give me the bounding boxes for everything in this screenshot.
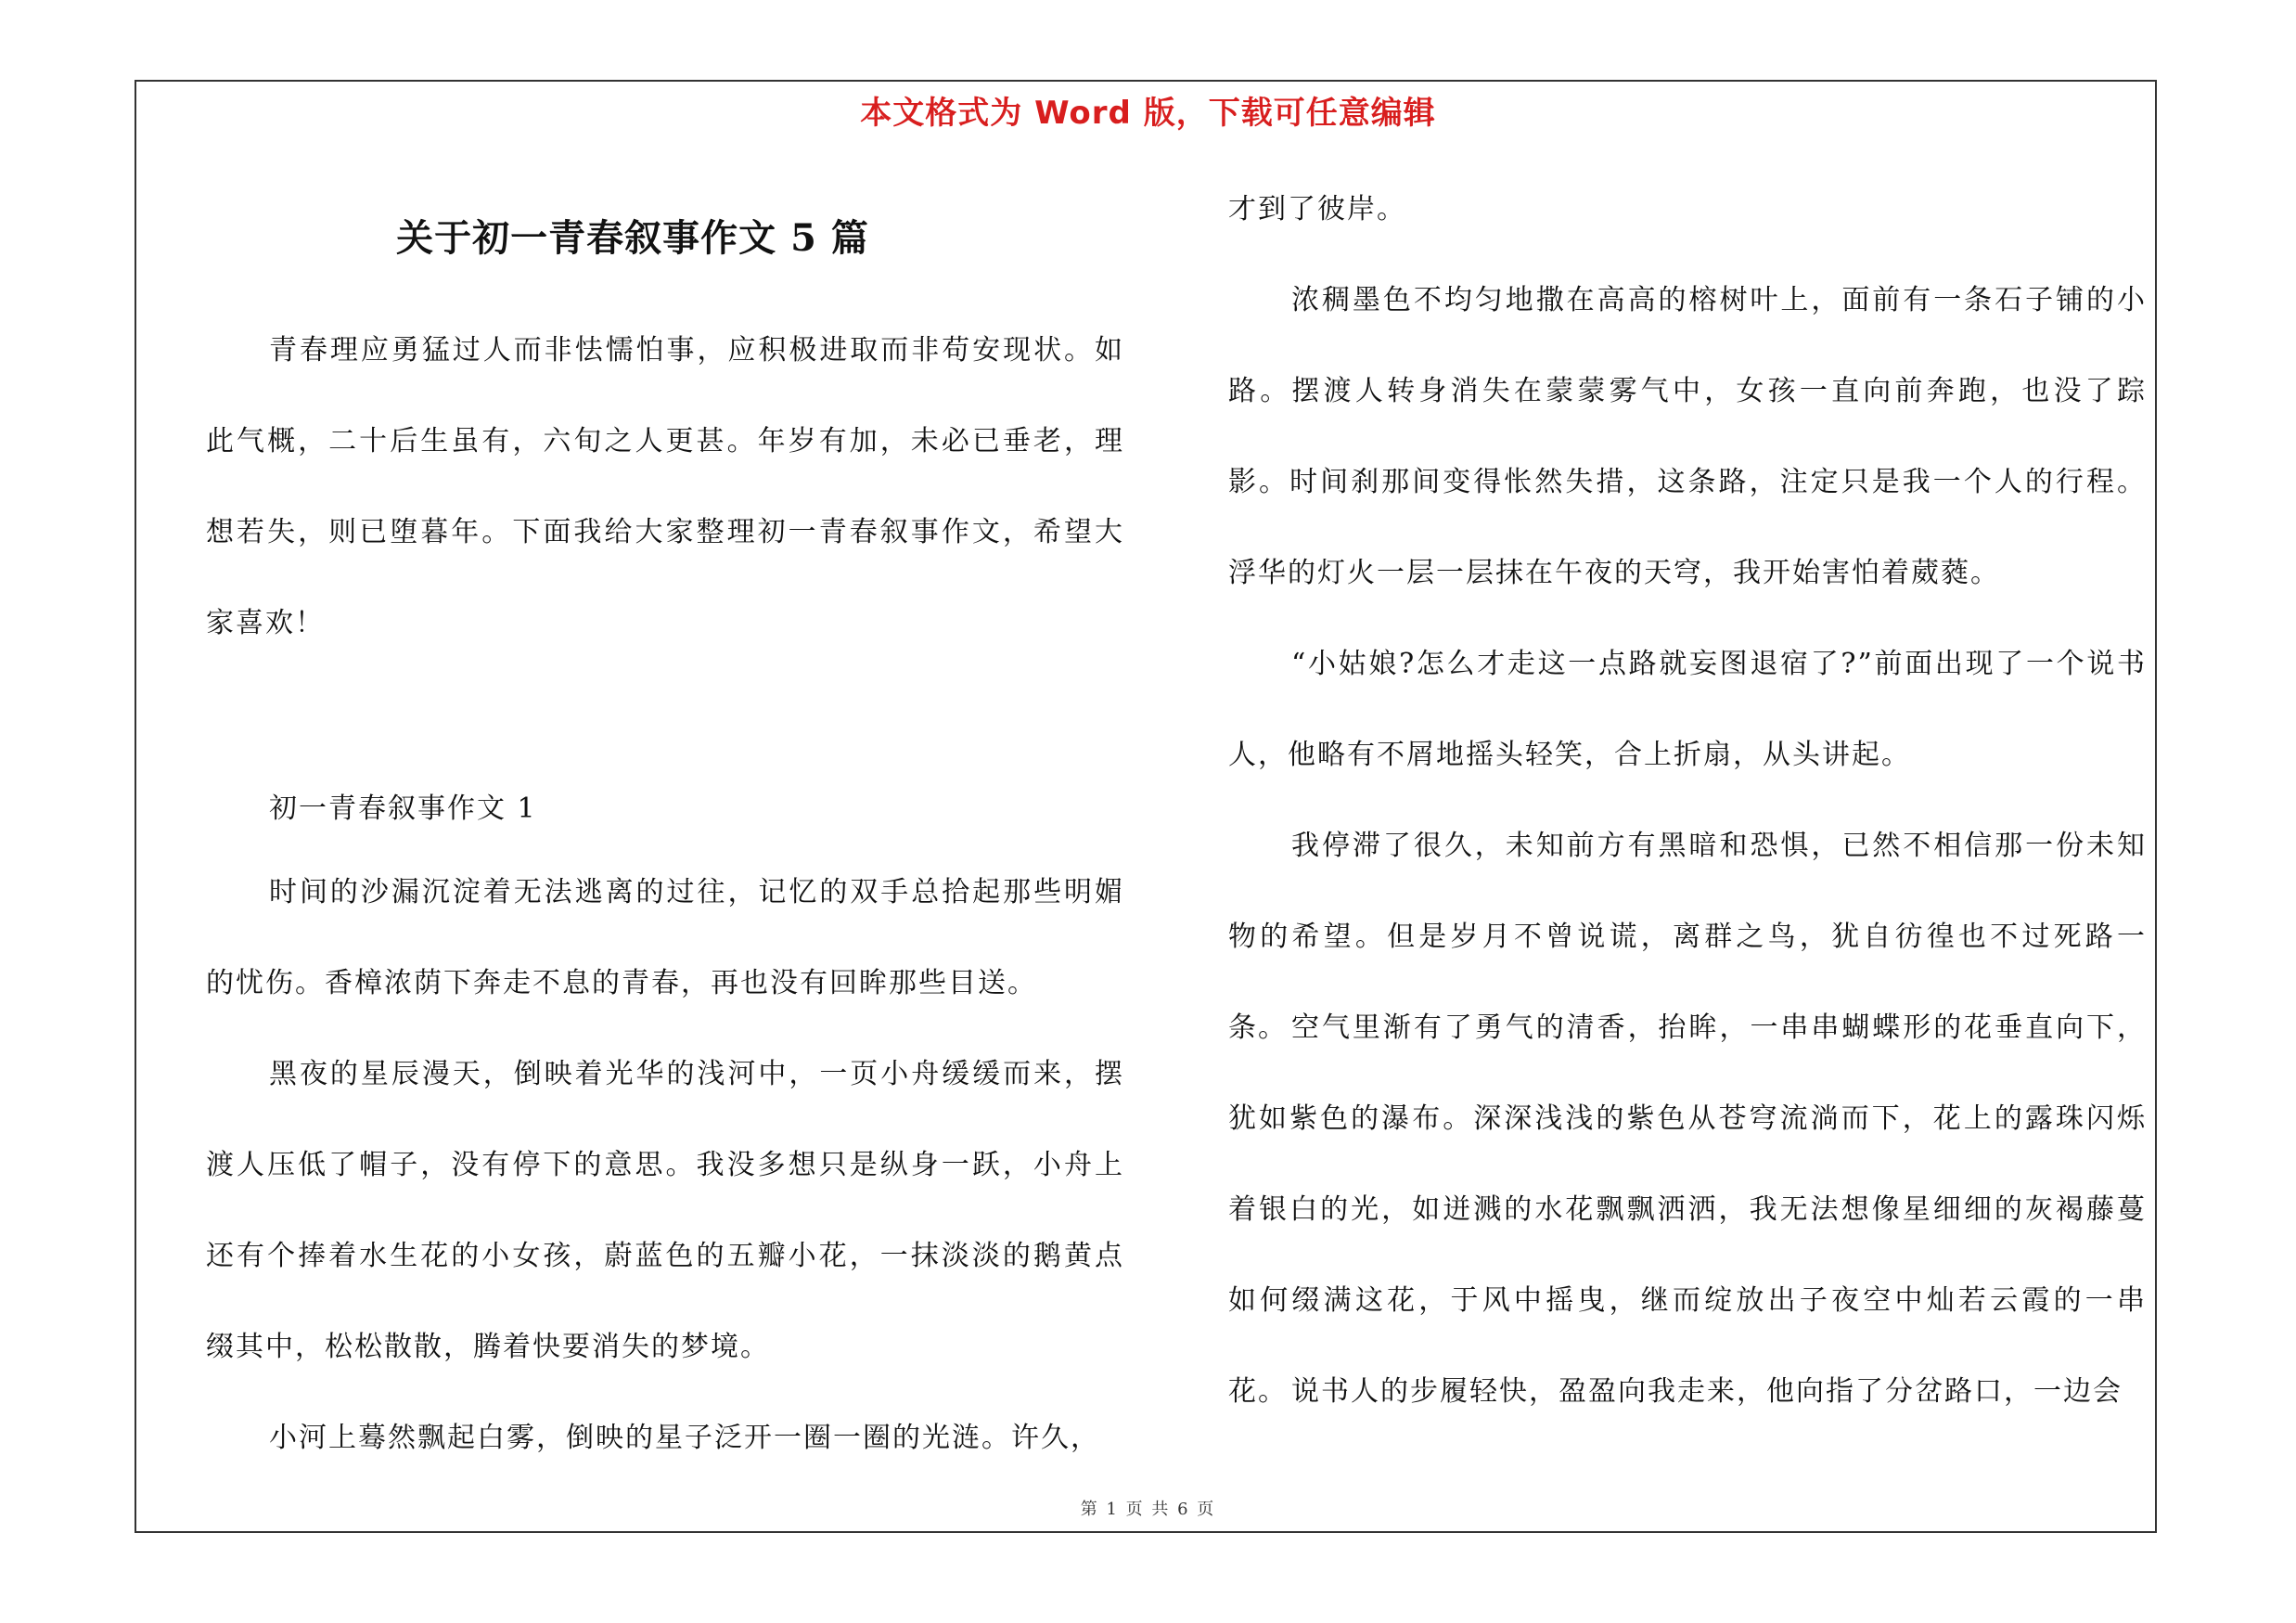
document-title: 关于初一青春叙事作文 5 篇 (396, 216, 869, 260)
body-paragraph: 小河上蓦然飘起白雾，倒映的星子泛开一圈一圈的光涟。许久， (269, 1422, 1100, 1454)
body-paragraph: 空气里渐有了勇气的清香，抬眸，一串串蝴蝶形的花垂直向下，犹如紫色的瀑布。深深浅浅的紫色从苍穹流淌而下，花上的露珠闪烁着银白的光，如迸溅的水花飘飘洒洒，我无法想像星细细的灰褐藤蔓如何缀满这花，于风中摇曳，继而绽放出子夜空中灿若云霞的一串花。 (1228, 1011, 2147, 1408)
body-paragraph: 浓稠墨色不均匀地撒在高高的榕树叶上，面前有一条石子铺的小路。摆渡人转身消失在蒙蒙雾气中，女孩一直向前奔跑，也没了踪影。时间刹那间变得怅然失措，这条路，注定只是我一个人的行程。浮华的灯火一层一层抹在午夜的天穹，我开始害怕着葳蕤。 (1228, 284, 2147, 589)
intro-paragraph: 青春理应勇猛过人而非怯懦怕事，应积极进取而非苟安现状。如此气概，二十后生虽有，六旬之人更甚。年岁有加，未必已垂老，理想若失，则已堕暮年。下面我给大家整理初一青春叙事作文，希望大家喜欢！ (206, 334, 1124, 639)
body-paragraph: 时间的沙漏沉淀着无法逃离的过往，记忆的双手总拾起那些明媚的忧伤。香樟浓荫下奔走不息的青春，再也没有回眸那些目送。 (206, 876, 1124, 999)
body-paragraph: 黑夜的星辰漫天，倒映着光华的浅河中，一页小舟缓缓而来，摆渡人压低了帽子，没有停下的意思。我没多想只是纵身一跃，小舟上还有个捧着水生花的小女孩，蔚蓝色的五瓣小花，一抹淡淡的鹅黄点缀其中，松松散散，腾着快要消失的梦境。 (206, 1058, 1124, 1363)
section-heading: 初一青春叙事作文 1 (269, 792, 537, 825)
format-banner: 本文格式为 Word 版，下载可任意编辑 (860, 95, 1436, 132)
body-paragraph: 说书人的步履轻快，盈盈向我走来，他向指了分岔路口，一边会 (1291, 1375, 2123, 1408)
page-number: 第 1 页 共 6 页 (1080, 1500, 1216, 1519)
body-paragraph: 我停滞了很久，未知前方有黑暗和恐惧，已然不相信那一份未知物的希望。但是岁月不曾说谎，离群之鸟，犹自彷徨也不过死路一条。 (1228, 830, 2147, 1044)
body-paragraph: 才到了彼岸。 (1228, 193, 1406, 225)
body-paragraph: “小姑娘?怎么才走这一点路就妄图退宿了?”前面出现了一个说书人，他略有不屑地摇头轻笑，合上折扇，从头讲起。 (1228, 648, 2147, 771)
